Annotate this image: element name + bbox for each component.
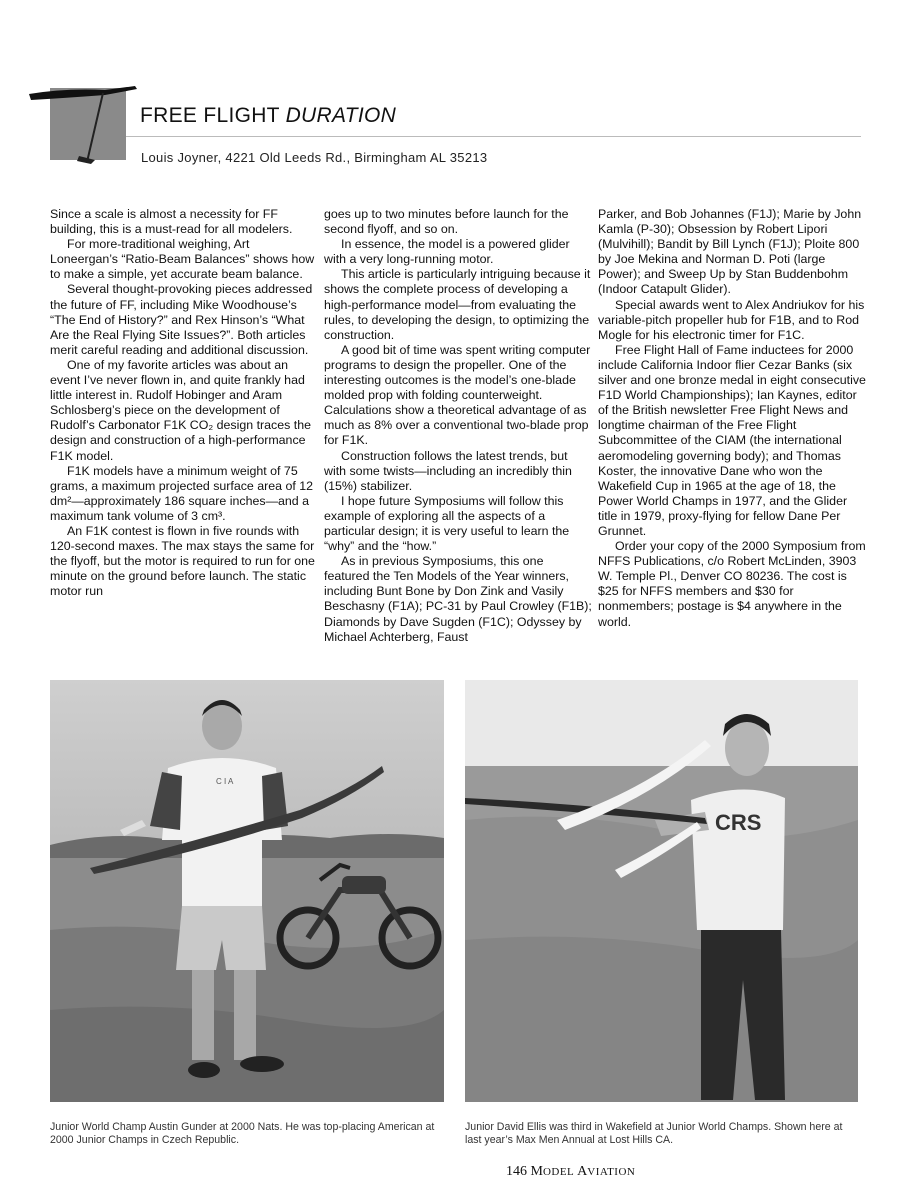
magazine-name [531,1164,636,1179]
paragraph: Several thought-provoking pieces addressed the future of FF, including Mike Woodhouse’s “The End of History?” and Rex Hinson’s “What Are the Real Flying Site Issues?”. Both articles merit careful reading and additional discussion. [50,282,313,357]
page-folio [506,1164,635,1180]
paragraph: Free Flight Hall of Fame inductees for 2000 include California Indoor flier Cezar Banks (six silver and one bronze medal in eight consecutive F1D World Championships); Ian Kaynes, editor of the British newsletter Free Flight News and longtime chairman of the Free Flight Subcommittee of the CIAM (the international aeromodeling governing body); and Thomas Koster, the innovative Dane who won the Wakefield Cup in 1965 at the age of 18, the Power World Champs in 1977, and the Glider title in 1979, proxy-flying for fellow Dane Per Grunnet. [598,342,866,538]
photo-caption-1: Junior World Champ Austin Gunder at 2000 Nats. He was top-placing American at 2000 Junior Champs in Czech Republic. [50,1121,435,1146]
paragraph: An F1K contest is flown in five rounds with 120-second maxes. The max stays the same for the flyoff, but the motor is required to run for one minute on the ground before launch. The static motor run [50,523,315,599]
paragraph: F1K models have a minimum weight of 75 grams, a maximum projected surface area of 12 dm²—approximately 186 square inches—and a maximum tank volume of 3 cm³. [50,463,314,523]
paragraph: One of my favorite articles was about an event I’ve never flown in, and quite frankly had little interest in. Rudolf Hobinger and Aram Schlosberg’s piece on the development of Rudolf’s Carbonator F1K CO₂ design traces the design and construction of a high-performance F1K model. [50,357,312,463]
paragraph: Since a scale is almost a necessity for FF building, this is a must-read for all modelers. [50,207,293,237]
text-column-2 [324,207,592,645]
paragraph: Special awards went to Alex Andriukov for his variable-pitch propeller hub for F1B, and to Rod Mogle for his electronic timer for F1C. [598,297,865,342]
magazine-initial-a: A [577,1164,588,1179]
paragraph: As in previous Symposiums, this one featured the Ten Models of the Year winners, including Bunt Bone by Don Zink and Vasily Beschasny (F1A); PC-31 by Paul Crowley (F1B); Diamonds by Dave Sugden (F1C); Odyssey by Michael Achterberg, Faust [324,554,592,644]
magazine-smallcaps-2: VIATION [587,1166,636,1178]
title-rule [126,136,861,137]
column-title-italic: DURATION [285,104,397,127]
shirt-text: C I A [216,777,234,786]
photo-austin-gunder [50,680,444,1102]
author-byline: Louis Joyner, 4221 Old Leeds Rd., Birmingham AL 35213 [141,150,488,165]
paragraph: A good bit of time was spent writing computer programs to design the propeller. One of the interesting outcomes is the model’s one-blade molded prop with folding counterweight. Calculations show a theoretical advantage of as much as 8% over a conventional two-blade prop for F1K. [324,342,591,448]
page-number: 146 [506,1164,527,1179]
column-title-plain: FREE FLIGHT [140,104,286,127]
paragraph: This article is particularly intriguing because it shows the complete process of developing a high-performance model—from evaluating the rules, to developing the design, to optimizing the construction. [324,267,591,342]
paragraph: Construction follows the latest trends, but with some twists—including an incredibly thin (15%) stabilizer. [324,448,572,493]
magazine-smallcaps-1: ODEL [542,1166,578,1178]
paragraph: For more-traditional weighing, Art Loneergan’s “Ratio-Beam Balances” shows how to make a simple, yet accurate beam balance. [50,237,315,282]
paragraph: Order your copy of the 2000 Symposium from NFFS Publications, c/o Robert McLinden, 3903 W. Temple Pl., Denver CO 80236. The cost is $25 for NFFS members and $30 for nonmembers; postage is $4 anywhere in the world. [598,539,866,629]
text-column-3 [598,207,866,630]
glider-logo-icon [25,76,145,176]
paragraph: I hope future Symposiums will follow this example of exploring all the aspects of a particular design; it is very useful to learn the “why” and the “how.” [324,493,570,554]
paragraph: Parker, and Bob Johannes (F1J); Marie by John Kamla (P-30); Obsession by Robert Lipori (Mulvihill); Bandit by Bill Lynch (F1J); Ploite 800 by Joe Mekina and Norman D. Poti (large Power); and Sweep Up by Stan Buddenbohm (Indoor Catapult Glider). [598,207,862,297]
photo-david-ellis [465,680,858,1102]
paragraph: In essence, the model is a powered glider with a very long-running motor. [324,237,570,267]
column-title [140,104,396,128]
paragraph: goes up to two minutes before launch for the second flyoff, and so on. [324,207,569,237]
text-column-1 [50,207,318,599]
magazine-initial-m: M [530,1164,543,1179]
shirt-text: CRS [715,810,762,835]
photo-caption-2: Junior David Ellis was third in Wakefield at Junior World Champs. Shown here at last year’s Max Men Annual at Lost Hills CA. [465,1121,843,1146]
